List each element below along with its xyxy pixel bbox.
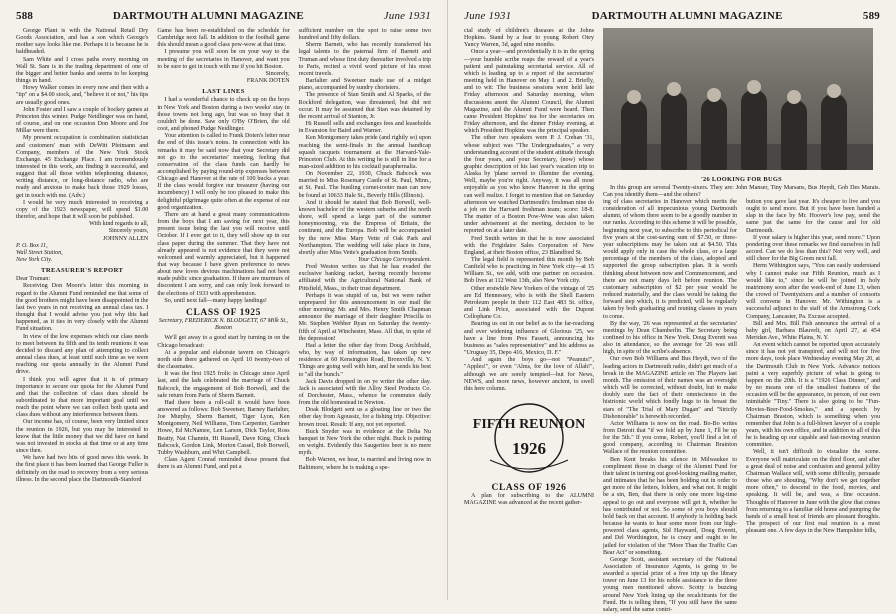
- paragraph: And again the boys go—not "Peanuts!", "Apples!", or even "Alms, for the love of Allah!", although we are sorely tempted—but for News, NEWS, and more news, however ancient, to swell this here column.: [464, 357, 594, 392]
- paragraph: sufficient number on the spot to raise some two hundred and fifty dollars.: [298, 28, 431, 42]
- paragraph: Bill and Mrs. Bill Fish announce the arrival of a baby girl, Barbara Blauvelt, on April 27, at 454 Meridan Ave., White Plains, N. Y.: [746, 320, 880, 341]
- sincerely: Sincerely,: [265, 70, 290, 77]
- person-head: [667, 82, 681, 96]
- left-col-3: [299, 28, 431, 594]
- paragraph: Jack Davis dropped in on ye writer the other day. Jack is associated with the Alloy Steel Products Co. of Dorchester, Mass., whence he commutes daily from the old homestead in Newton.: [298, 378, 431, 407]
- paragraph: Our income has, of course, been very limited since the reunion in 1926, but you may be interested to know that the little money that we did have on hand was not invested in stocks at that time or at any time since then.: [16, 419, 149, 455]
- paragraph: Had a letter the other day from Doug Archibald, who, by way of information, has taken up new residence at 60 Kensington Road, Bronxville, N. Y. Things are going well with him, and he sends his best to "all the bunch.": [298, 342, 431, 378]
- person-figure: [621, 100, 647, 170]
- paragraph: We'll get away to a good start by turning in on the Chicago broadcast:: [157, 335, 290, 349]
- person-head: [707, 88, 721, 102]
- person-figure: [781, 100, 807, 170]
- masthead: DARTMOUTH ALUMNI MAGAZINE: [591, 10, 783, 22]
- paragraph: Ken Montgomery takes pride (and rightly so) upon reaching the semi-finals in the annual handicap squash racquets tournament at the Harvard-Yale-Princeton Club. At this writing he is still in line for a man-sized addition to his cocktail paraphernalia.: [298, 135, 431, 170]
- left-col-1: [16, 28, 148, 594]
- paragraph: George Plant is with the National Retail Dry Goods Association, and has a son which George's mother says looks like me. Perhaps it is because he is baldheaded.: [16, 28, 149, 56]
- page-number: 589: [862, 10, 880, 22]
- paragraph: Howy Walker comes in every now and then with a "tip" on a $4.00 stock, and, "believe it or not," his tips are usually good ones.: [16, 85, 149, 106]
- right-columns: [464, 28, 880, 613]
- paragraph: The presence of Stan Smith and Al Sparks, of the Rockford delegation, was threatened, but did not occur. It may be assumed that Stan was detained by the recent arrival of Stanton, Jr.: [298, 92, 431, 120]
- paragraph: George Scott, assistant secretary of the National Association of Insurance Agents, is going to be awarded a special prize of a free trip up the library tower on June 13 for his noble assistance to the three young men mentioned above. Scotty is buzzing around New York lining up the recalcitrants for the Fund. He is telling them, "If you still have the same salary, send the same contri-: [603, 556, 737, 613]
- left-page: [0, 0, 448, 600]
- paragraph: A plan for subscribing to the ALUMNI MAGAZINE was advanced at the recent gather-: [464, 493, 594, 507]
- photo-caption: '26 LOOKING FOR BUGS: [700, 175, 783, 183]
- section-heading: LAST LINES: [202, 88, 245, 96]
- paragraph: bution you gave last year. It's cheaper to live and you ought to send more. But if you have been handed a slap in the face by Mr. Hoover's low pay, send the same just the same for the cause and for old Dartmouth.: [746, 199, 880, 234]
- address-line: Wall Street Station,: [16, 249, 63, 256]
- paragraph: Well, it isn't difficult to visualize the scene. Everyone will matriculate on the third floor, and after a great deal of noise and confusion and general jollity Chairman Wallace will, with some difficulty, persuade those who are shouting, "Why don't we get together more often," to descend to the food, movies, and speaking. It will be, and was, a fine occasion. Thoughts of Hanover in June with the glow that comes from returning to a familiar old home and pumping the hands of a small host of friends are pleasant thoughts. The prospect of our first real reunion is a most pleasant one. A few days in the New Hampshire hills,: [746, 449, 880, 535]
- paragraph: I presume you will soon be on your way to the meeting of the secretaries in Hanover, and want you to be sure to get in touch with me if you hit Boston.: [157, 49, 290, 70]
- address-line: New York City.: [16, 257, 53, 263]
- paragraph: Other erstwhile New Yorkers of the vintage of '25 are Ed Hennessey, who is with the Shell Eastern Petroleum people in their 112 East 483 St. office, and Link Price, associated with the Dupont Cellophane Co.: [464, 285, 594, 321]
- sincerely: Sincerely yours,: [108, 228, 149, 235]
- signoff: With kind regards to all,: [89, 221, 149, 228]
- paragraph: Our own Bob Williams and Bus Heydt, two of the leading actors in Dartmouth radio, didn't get much of a break in the MAGAZINE article on The Players last month. The omission of their names was an oversight which will be corrected, without doubt, but to make doubly sure the fact of their omniscience in the histrionic world which fondly hugs to its breast the stars of "The Trial of Mary Dugan" and "Strictly Dishonorable" is herewith recorded.: [603, 356, 737, 420]
- paragraph: I would be very much interested in receiving a copy of the 1923 newspaper, will spend $1.00 therefor, and hope that it will soon be published.: [16, 199, 149, 221]
- group-photo: [603, 28, 873, 170]
- paragraph: Sam White and I cross paths every morning on Wall St. Sam is in the trading department of one of the bigger and better banks and seems to be keeping things in hand.: [16, 56, 149, 85]
- paragraph: An event which cannot be reported upon accurately since it has not yet transpired, and will not for five more days, took place Wednesday evening May 20, at the Dartmouth Club in New York. Advance notices paint a very superbly picture of what is going to happen on the 20th. It is a "1926 Class Dinner," and by no means one of the smallest features of the occasion will be the appearance, in person, of our own inimitable "Tiny." There is also going to be "Fun-Movies-Beer-Food-Smokes," and a speech by Chairman Braston, which is something when you remember that John is a full-blown lawyer of a couple years, with his own office, and in addition to all of this he is heading up our capable and fast-moving reunion committee.: [746, 342, 880, 449]
- signer: FRANK DOTEN: [246, 78, 290, 85]
- paragraph: It was the first 1925 frolic in Chicago since April last, and the lads celebrated the marriage of Chuck Babcock, the engagement of Bob Borwell, and the safe return from Paris of Sherm Barnett.: [157, 371, 290, 399]
- right-lower-columns: [603, 199, 880, 613]
- paragraph: On November 22, 1930, Chuck Babcock was married to Miss Rosemary Castle of St. Paul, Minn., at St. Paul. The bustling cornet-tooter man can now be found at 10633 Hale St., Beverly Hills (Illinois).: [298, 171, 431, 199]
- paragraph: Bearing us out in our belief as to the far-reaching and ever widening influence of Glorious '25, we have a line from Pres Fassett, announcing his business as "sales representative" and his address as "Uruguay 35, Depo 416, Mexico, D. F.": [464, 321, 594, 357]
- reunion-logo: [470, 398, 588, 480]
- paragraph: Fred Weston writes us that he has evaded the exclusive banking racket, having recently become affiliated with the Agricultural National Bank of Pittsfield, Mass., in their trust department.: [298, 264, 431, 292]
- paragraph: At a popular and elaborate tavern on Chicago's north side there gathered on April 10 twenty-two of the classmates.: [157, 349, 290, 371]
- paragraph: ing of class secretaries in Hanover which merits the consideration of all impecunious young Dartmouth alumni, of whom there seem to be a goodly number in our ranks. According to this scheme it will be possible, beginning next year, to subscribe to this periodical for five years at the cost-saving sum of $7.50, or three-year subscriptions may be taken out at $4.50. This would apply only in case the whole class, or a large percentage of the members of the class, adopted and supported the group subscription plan. It is worth thinking about between now and Commencement, and there are not many days left before reunion. The customary subscription of $2 per year would be reduced materially, and the class would be taking the forward step which, it is predicted, will be regularly taken by both graduating and reuning classes in years to come.: [603, 199, 737, 320]
- person-head: [827, 84, 841, 98]
- paragraph: Your attention is called to Frank Doten's letter near the end of this issue's notes. In connection with his remarks it may be said now that your Secretary did not go to the secretaries' meeting, feeling that conservation of the class funds can hardly be accomplished by paying round-trip expenses between Chicago and Hanover at the rate of 100 bucks a year. If the class would forgive our treasurer (having our incumbency) I will only be too pleased to make this delightful pilgrimage quite often at the expense of our good organization.: [157, 133, 290, 211]
- issue-date: June 1931: [383, 10, 431, 22]
- paragraph: The other two speakers were P. J. Crehan '31, whose subject was "The Undergraduates," a very understanding account of the student attitude through the four years, and your Secretary, (now) whose graphic description of his last year's vacation trip to Alaska by 'plane served to illumine the evening. Well, maybe you're right. Anyway, it was all most enjoyable as you who know Hanover in the spring can well realize. I forget to mention that on Saturday afternoon we watched Dartmouth's freshman nine do a job on the Harvard freshman team; score: 18-8. The matter of a Boston Pow-Wow was also taken under advisement at the meeting, decision to be reported on at a later date.: [464, 135, 594, 235]
- paragraph: The legal field is represented this month by Bob Canfield who is practicing in New York city—at 15 William St., we add, with one partner on occasion. Bob lives at 112 West 13th, also New York city.: [464, 257, 594, 285]
- person-figure: [701, 98, 727, 170]
- paragraph: I had a wonderful chance to check up on the boys in New York and Boston during a two weeks' stay in those towns not long ago, but was so busy that it couldn't be done. Saw only O'By O'Brien, the old coot, and phoned Pudge Neidlinger.: [157, 97, 290, 133]
- paragraph: Once a year—and providentially it is in the spring—your humble scribe reaps the reward of a year's patient and painstaking secretarial service. All of which is leading up to a report of the secretaries' meeting held in Hanover on May 1 and 2. Briefly, and to wit: The business sessions were held late Friday afternoon and Saturday morning, when discussions anent the Alumni Council, the Alumni Magazine, and the Alumni Fund were heard. Then came President Hopkins' tea for the secretaries on Friday afternoon, and the dinner Friday evening, at which President Hopkins was the principal speaker.: [464, 49, 594, 135]
- person-head: [627, 90, 641, 104]
- paragraph: Doak Blodgett sent us a gloating line or two the other day from Agoussiz, for a fishing trip. Objective: brown trout. Result: If any, not yet reported.: [298, 407, 431, 428]
- person-figure: [741, 90, 767, 170]
- salutation: Dear Truman:: [16, 276, 51, 283]
- paragraph: There are at hand a great many communications from the boys that I am saving for next year, this present issue being the last you will receive until October. If I ever get to it, they will show up in our class paper during the summer. That they have not already appeared is not evidence that they were not welcomed and warmly appreciated, but it happened that way because I have given preference to news about new loves devious machinations had not been made public since graduation. If there are murmurs of discontent I am sorry, and can only look forward to the elections of 1933 with apprehension.: [157, 211, 290, 297]
- issue-date: June 1931: [464, 10, 512, 22]
- left-col-2: [157, 28, 289, 594]
- paragraph: Perhaps it was stupid of us, but we were rather unprepared for this announcement in our mail the other morning: Mr. and Mrs. Henry Smith Chapman announce the marriage of their daughter Priscilla to Mr. Stephen Webber Ryan on Saturday the twenty-fifth of April at Winchester, Mass. All that, in spite of the depression!: [298, 292, 431, 342]
- photo-text: In this group are several Twenty-sixers. They are: John Manser, Tiny Marsans, Bus Heydt, Gob Des Marais. Can you identify them—and the others?: [603, 184, 880, 198]
- left-columns: [16, 28, 431, 594]
- paragraph: Fred Smith writes in that he is now associated with the Frigidaire Sales Corporation of New England, at their Boston office, 23 Blandford St.: [464, 235, 594, 256]
- paragraph: Ben Kent breaks his silence in Milwaukee to compliment those in charge of the Alumni Fund for their talent in turning out good-looking mailing matter, and intimates that he has been holding out in order to get more of the letters, folders, and what not. It might be a sin, Ben, that there is only one more big-time appeal to go out and everyone will get it, whether he has contributed or not. So some of you boys should hold back on that account. If anybody is holding back because he wants to hear some more from our high-powered class agents, Sid Hayward, Doug Everett, and Del Worthington, he is crazy and ought to be jailed for violation of the "More Than the Traffic Can Bear Act" or something.: [603, 456, 737, 556]
- paragraph: Hi Russell sells and exchanges fees and leaseholds in Evanston for Baird and Warner.: [298, 121, 431, 135]
- class-heading: CLASS OF 1926: [491, 482, 567, 493]
- paragraph: cial study of children's diseases at the Johns Hopkins. Stand by a fear to young Robert Otey Yancy Warren, 3d, aged nine months.: [464, 28, 594, 49]
- class-secretary: Secretary, FREDERICK N. BLODGETT, 67 Milk St., Boston: [158, 318, 289, 332]
- right-page: [448, 0, 896, 613]
- person-figure: [821, 94, 847, 170]
- paragraph: Buck Snyder was in evidence at the Delta Nu banquet in New York the other night. Buck is putting on weight. Evidently this Saugerties beer is no mere myth.: [298, 428, 431, 457]
- paragraph: In view of the low expenses which our class needs to meet between its fifth and its tenth reunions it was decided to discard any plan of attempting to collect annual class dues, at least until such time as we were reaching our quota annually in the Alumni Fund drive.: [16, 333, 149, 376]
- paragraph: And it should be stated that Bob Borwell, well-known bachelor of the western suburbs and the north shore, will spend a large part of the summer honeymooning, via the Empress of Britain, the continent, and the Europa. Bob will be accompanied by the now Miss Mary Vette of Oak Park and Northampton. The wedding will take place in June, shortly after Miss Vette's graduation from Smith.: [298, 199, 431, 256]
- paragraph: Had there been a roll-call it would have been answered as follows: Bob Sweetser, Barney Barfalter, Joe Murphy, Sherm Barnett, Tiger Lyon, Ken Montgomery, Neil Williams, Tom Carpenter, Gardner Howe, Ed McNamee, Len Larson, Dick Taylor, Ross Beatty, Nat Channin, Hi Russell, Dave King, Chuck Babcock, Gordon Link, Morton Cassel, Bob Borwell, Tubby Washburn, and Whit Campbell.: [157, 399, 290, 456]
- page-number: 588: [16, 10, 34, 22]
- paragraph: My present occupation is combination statistician and customers' man with DeWitt Pfeimann and Company, members of the New York Stock Exchange. 45 Exchange Place. I am tremendously interested in this work, am finding it successful, and suggest that all those within telephoning distance, writing distance, or long-distance radio, who are ready and anxious to make back those 1929 losses, get in touch with me. (Adv.): [16, 135, 149, 199]
- paragraph: We have had two bits of good news this week. In the first place it has been learned that George Fuller is definitely on the road to recovery from a very serious illness. In the second place the Dartmouth-Stanford: [16, 455, 149, 483]
- paragraph: John Foster and I saw a couple of hockey games at Princeton this winter. Pudge Neidlinger was on hand, of course, and on one occasion Don Moore and Joe Millar were there.: [16, 106, 149, 135]
- paragraph: Bob Warren, we hear, is married and living now in Baltimore, where he is making a spe-: [298, 457, 431, 471]
- right-photo-wrap: [603, 28, 880, 613]
- paragraph: Game has been re-established on the schedule for Cambridge next fall. In addition to the football game this should mean a good class pow-wow at that time.: [157, 28, 290, 49]
- right-col-2: [603, 199, 737, 613]
- paragraph: Actor Williams is now on the road. Bo-Bo writes from Detroit that "if we fold up by June 1, I'll be up for the 5th." If you come, Robert, you'll find a lot of good company, according to Chairman Brainton Wallace of the reunion committee.: [603, 420, 737, 456]
- paragraph: Receiving Don Moore's letter this morning in regard to the Alumni Fund reminded me that some of the good brothers might have been disappointed in the last two years in not receiving an annual class tax. I thought that I would advise you just why this had happened, as it ties in very closely with the Alumni Fund situation.: [16, 283, 149, 333]
- paragraph: By the way, '26 was represented at the secretaries' meetings by Dean Chamberlin. The Secretary being confined to his office in New York. Doug Everett was also in attendance, so the average for '26 was still high, in spite of the scribe's absence.: [603, 320, 737, 356]
- paragraph: Class Agent Conrad reminded those present that there is an Alumni Fund, and put a: [157, 457, 290, 471]
- person-head: [787, 90, 801, 104]
- logo-year: 1926: [512, 438, 546, 458]
- left-page-header: [16, 10, 431, 28]
- correspondent: Your Chicago Correspondent.: [358, 257, 431, 263]
- logo-text: FIFTH REUNION: [472, 416, 586, 432]
- person-head: [747, 80, 761, 94]
- paragraph: Herm Withington says, "You can easily understand why I cannot make our Fifth Reunion, much as I would like to," since he will be joined in holy matrimony soon after the week-end of June 13, when the crowd of Twentysixers and a number of consorts will convene in Hanover. Mr. Withington is a successful adjunct to the staff of the Armstrong Cork Company, Lancaster, Pa. Excuse accepted.: [746, 263, 880, 320]
- photo-text-block: [603, 185, 880, 199]
- right-col-1: [464, 28, 594, 594]
- address-line: P. O. Box 11,: [16, 242, 48, 249]
- paragraph: I think you will agree that it is of primary importance to secure our quota for the Alumni Fund and that the collection of class dues should be subordinated to that more important goal until we reach the point where we can collect both quota and class dues without any interference between them.: [16, 376, 149, 419]
- paragraph: Barfalter and Sweetser made use of a midget piano, accompanied by sundry choristers.: [298, 78, 431, 92]
- signer: JOHNNY ALLEN: [103, 235, 149, 242]
- right-col-3: [746, 199, 880, 594]
- masthead: DARTMOUTH ALUMNI MAGAZINE: [112, 10, 304, 22]
- person-figure: [661, 92, 687, 170]
- section-heading: TREASURER'S REPORT: [41, 267, 124, 275]
- paragraph: If your salary is higher this year, send more." Upon pondering over these remarks we find ourselves in full accord. Can we do less than this? Not very well, and still cheer for the Big Green next fall.: [746, 234, 880, 263]
- paragraph: So, until next fall—many happy landings!: [164, 297, 267, 304]
- class-heading: CLASS OF 1925: [185, 307, 261, 318]
- right-page-header: [464, 10, 880, 28]
- paragraph: Sherm Barnett, who has recently transferred his legal talents to the paternal firm of Barnett and Truman and whose first duty thereafter involved a trip to Paris, recited a vivid word picture of his most recent travels.: [298, 42, 431, 77]
